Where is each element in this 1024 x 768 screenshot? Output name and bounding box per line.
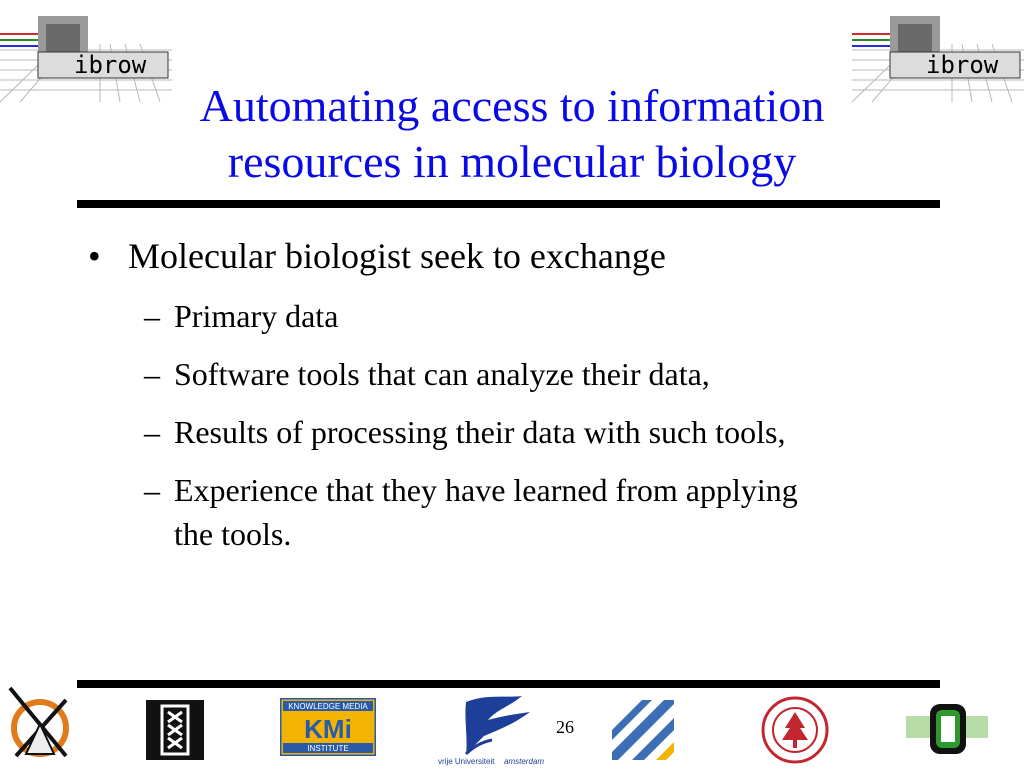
- slide-title-line-1: Automating access to information: [199, 80, 825, 131]
- page-number: 26: [556, 717, 574, 737]
- kmi-bottom-text: INSTITUTE: [307, 744, 349, 753]
- vu-name-text: vrije Universiteit: [438, 757, 495, 766]
- vrije-universiteit-logo: [436, 694, 548, 766]
- vu-city-text: amsterdam: [504, 757, 545, 766]
- dash-marker: –: [144, 356, 160, 392]
- bullet-marker: •: [88, 236, 101, 276]
- bullet-item: [88, 232, 948, 280]
- sub-bullet-list: [144, 294, 948, 556]
- title-divider: [77, 200, 940, 208]
- sub-bullet-text: Software tools that can analyze their data,: [174, 356, 710, 392]
- stanford-seal-logo: [760, 696, 830, 764]
- bullet-text: Molecular biologist seek to exchange: [128, 236, 666, 276]
- ibrow-logo-text: ibrow: [74, 51, 147, 79]
- dash-marker: –: [144, 414, 160, 450]
- sub-bullet-text: Experience that they have learned from applying the tools.: [174, 472, 798, 552]
- footer-divider: [77, 680, 940, 688]
- green-square-logo: [906, 702, 988, 758]
- sub-bullet-item: [144, 352, 844, 396]
- sub-bullet-item: [144, 410, 844, 454]
- slide-body: [88, 232, 948, 556]
- sub-bullet-text: Primary data: [174, 298, 339, 334]
- slide-title-line-2: resources in molecular biology: [227, 136, 797, 187]
- kmi-top-text: KNOWLEDGE MEDIA: [288, 702, 368, 711]
- dash-marker: –: [144, 298, 160, 334]
- ibrow-logo-text: ibrow: [926, 51, 999, 79]
- windmill-logo: [6, 684, 70, 760]
- dash-marker: –: [144, 472, 160, 508]
- kmi-logo: [280, 698, 376, 756]
- sub-bullet-text: Results of processing their data with such tools,: [174, 414, 786, 450]
- slide-title: [60, 78, 964, 190]
- sub-bullet-item: [144, 294, 844, 338]
- uva-logo: [146, 700, 204, 760]
- stripes-logo: [612, 700, 674, 760]
- sub-bullet-item: [144, 468, 844, 556]
- kmi-main-text: KMi: [304, 714, 352, 744]
